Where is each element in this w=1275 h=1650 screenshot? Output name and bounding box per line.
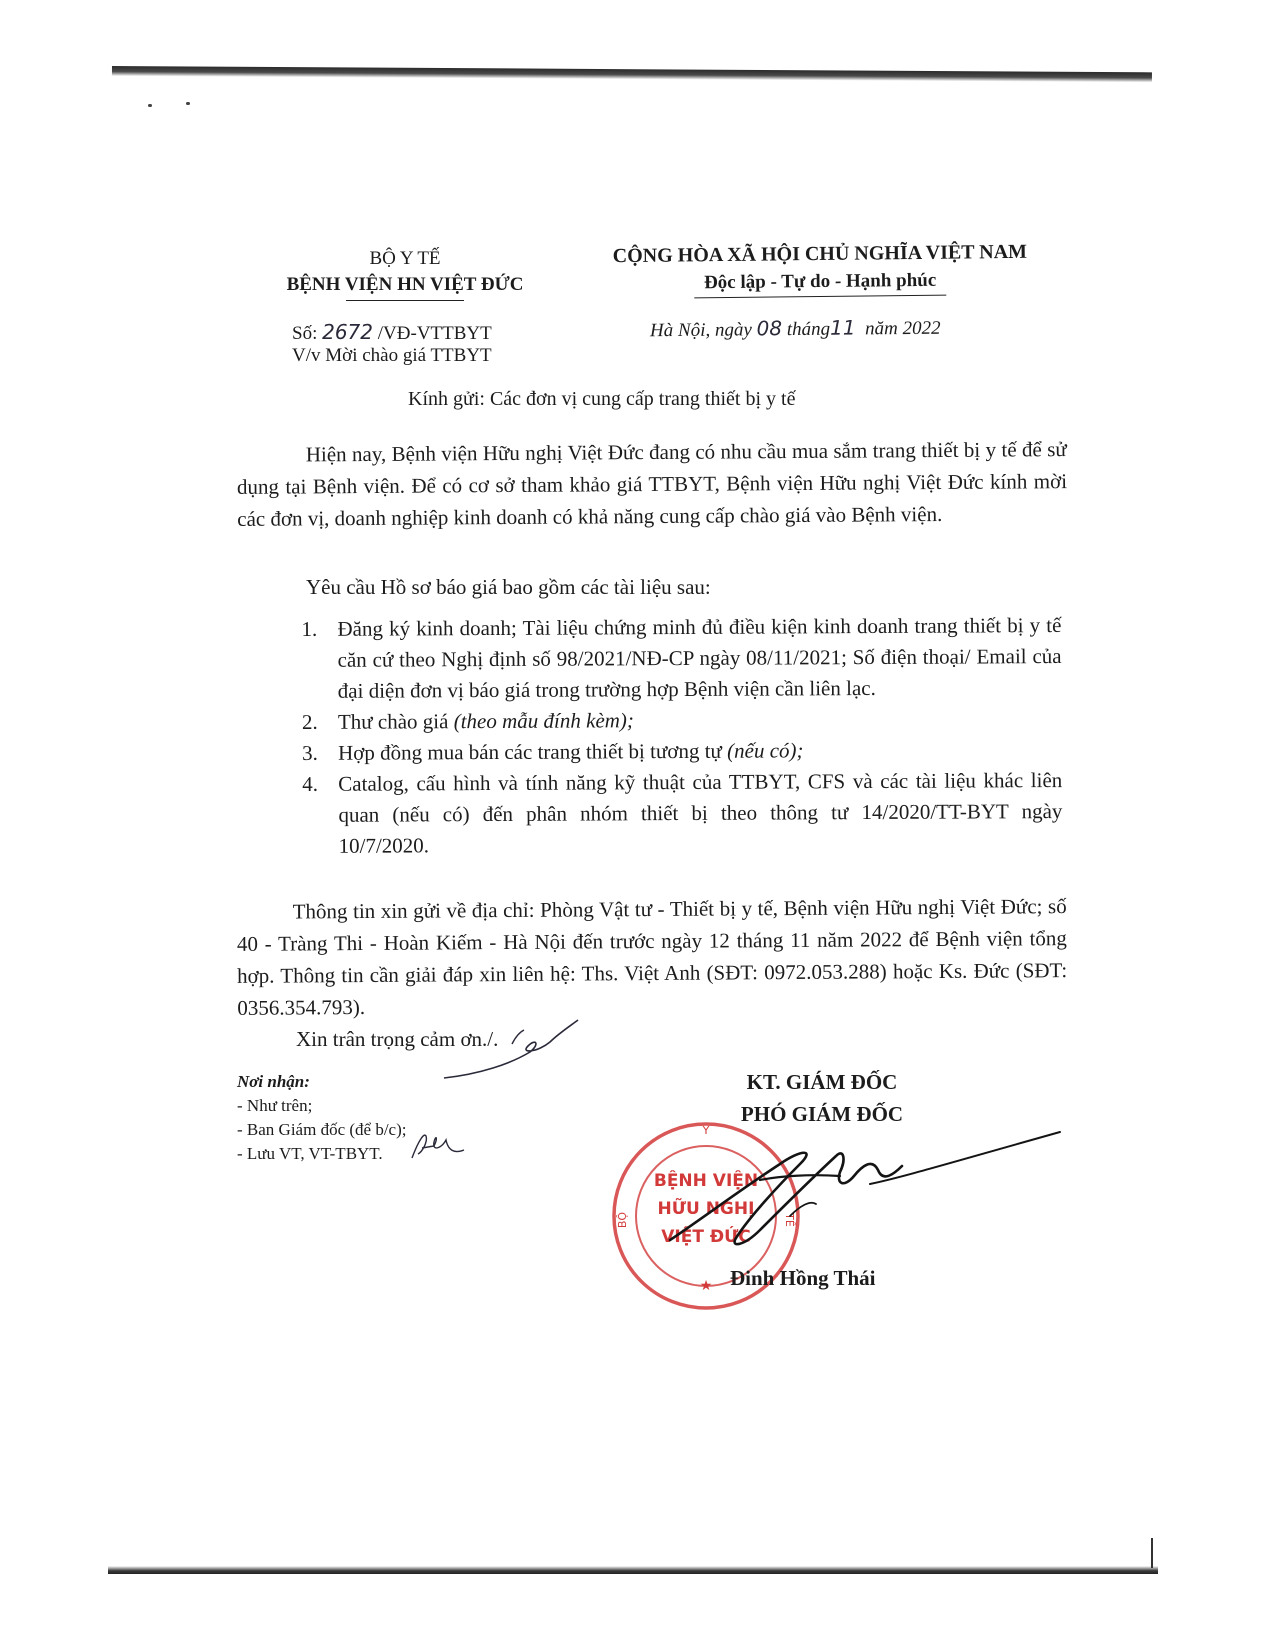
- list-item-number: 4.: [302, 771, 319, 796]
- hospital-name: BỆNH VIỆN HN VIỆT ĐỨC: [286, 274, 524, 295]
- signature-title-2: PHÓ GIÁM ĐỐC: [740, 1102, 904, 1126]
- list-item: [301, 610, 1061, 707]
- seal-ring-right: TẾ: [783, 1213, 796, 1227]
- issuer-header: [255, 246, 555, 301]
- closing-line: Xin trân trọng cảm ơn./.: [296, 1027, 499, 1051]
- date-month-label: tháng: [786, 318, 831, 341]
- list-item-text: Hợp đồng mua bán các trang thiết bị tương tự: [338, 738, 728, 765]
- ref-prefix: Số:: [292, 323, 318, 344]
- seal-ring-left: BỘ: [616, 1211, 629, 1229]
- date-place: Hà Nội, ngày: [649, 319, 752, 342]
- intro-paragraph: Hiện nay, Bệnh viện Hữu nghị Việt Đức đang có nhu cầu mua sắm trang thiết bị y tế để sử dụng tại Bệnh viện. Để có cơ sở tham khảo giá TTBYT, Bệnh viện Hữu nghị Việt Đức kính mời các đơn vị, doanh nghiệp kinh doanh có khả năng cung cấp chào giá vào Bệnh viện.: [236, 437, 1068, 531]
- scan-edge-bottom: [108, 1566, 1158, 1574]
- list-item: [302, 765, 1062, 862]
- seal-text-line2: HỮU NGHỊ: [657, 1199, 755, 1219]
- document-number: [292, 320, 492, 345]
- contact-paragraph: Thông tin xin gửi về địa chỉ: Phòng Vật tư - Thiết bị y tế, Bệnh viện Hữu nghị Việt Đức; số 40 - Tràng Thi - Hoàn Kiếm - Hà Nội đến trước ngày 12 tháng 11 năm 2022 để Bệnh viện tổng hợp. Thông tin cần giải đáp xin liên hệ: Ths. Việt Anh (SĐT: 0972.053.288) hoặc Ks. Đức (SĐT: 0356.354.793).: [236, 894, 1068, 1020]
- recipients-block: [237, 1070, 406, 1166]
- scan-edge-top: [112, 66, 1152, 82]
- signer-name: Đinh Hồng Thái: [730, 1266, 876, 1290]
- document-date: [650, 315, 941, 343]
- country-name: CỘNG HÒA XÃ HỘI CHỦ NGHĨA VIỆT NAM: [612, 240, 1028, 268]
- requirements-list: [301, 610, 1062, 862]
- scan-speck: [148, 104, 152, 107]
- date-day: 08: [756, 316, 783, 341]
- recipients-title: Nơi nhận:: [237, 1072, 310, 1091]
- national-motto: Độc lập - Tự do - Hạnh phúc: [703, 269, 937, 294]
- ref-suffix: /VĐ-VTTBYT: [377, 323, 492, 344]
- seal-text-line1: BỆNH VIỆN: [653, 1171, 759, 1191]
- recipient-item: - Lưu VT, VT-TBYT.: [237, 1144, 383, 1163]
- handwritten-initial-mark: [440, 1016, 580, 1086]
- recipient-item: - Ban Giám đốc (để b/c);: [237, 1120, 407, 1139]
- seal-text-line3: VIỆT ĐỨC: [661, 1227, 751, 1247]
- ministry-name: BỘ Y TẾ: [369, 248, 441, 269]
- national-header: [590, 238, 1051, 300]
- list-item-number: 1.: [301, 616, 318, 641]
- handwritten-signature: [640, 1120, 1080, 1280]
- list-item-text: Thư chào giá: [337, 709, 454, 734]
- list-item-number: 3.: [302, 740, 318, 765]
- list-item: [302, 734, 1062, 769]
- scan-speck: [186, 102, 190, 105]
- list-item-text: Đăng ký kinh doanh; Tài liệu chứng minh đủ điều kiện kinh doanh trang thiết bị y tế căn cứ theo Nghị định số 98/2021/NĐ-CP ngày 08/11/2021; Số điện thoại/ Email của đại diện đơn vị báo giá trong trường hợp Bệnh viện cần liên lạc.: [337, 613, 1062, 703]
- signature-title-1: KT. GIÁM ĐỐC: [746, 1070, 898, 1094]
- list-item-text: Catalog, cấu hình và tính năng kỹ thuật của TTBYT, CFS và các tài liệu khác liên quan (nếu có) đến phân nhóm thiết bị theo thông tư 14/2020/TT-BYT ngày 10/7/2020.: [338, 768, 1063, 858]
- handwritten-initials: [408, 1128, 468, 1164]
- ref-handwritten-number: 2672: [322, 320, 374, 344]
- list-item-number: 2.: [301, 709, 318, 734]
- requirements-intro: Yêu cầu Hồ sơ báo giá bao gồm các tài liệu sau:: [306, 575, 711, 599]
- header-underline: [346, 300, 464, 301]
- list-item-note: (theo mẫu đính kèm);: [453, 708, 634, 734]
- date-month: 11: [829, 315, 856, 340]
- date-year: năm 2022: [864, 317, 941, 340]
- seal-star-icon: ★: [699, 1278, 713, 1294]
- list-item: [302, 703, 1062, 738]
- seal-ring-top: Y: [702, 1124, 710, 1137]
- scan-edge-right: [1151, 1538, 1153, 1568]
- document-subject: V/v Mời chào giá TTBYT: [292, 345, 492, 366]
- recipient-item: - Như trên;: [237, 1096, 313, 1115]
- list-item-note: (nếu có);: [727, 738, 804, 763]
- greeting: Kính gửi: Các đơn vị cung cấp trang thiết bị y tế: [408, 388, 796, 410]
